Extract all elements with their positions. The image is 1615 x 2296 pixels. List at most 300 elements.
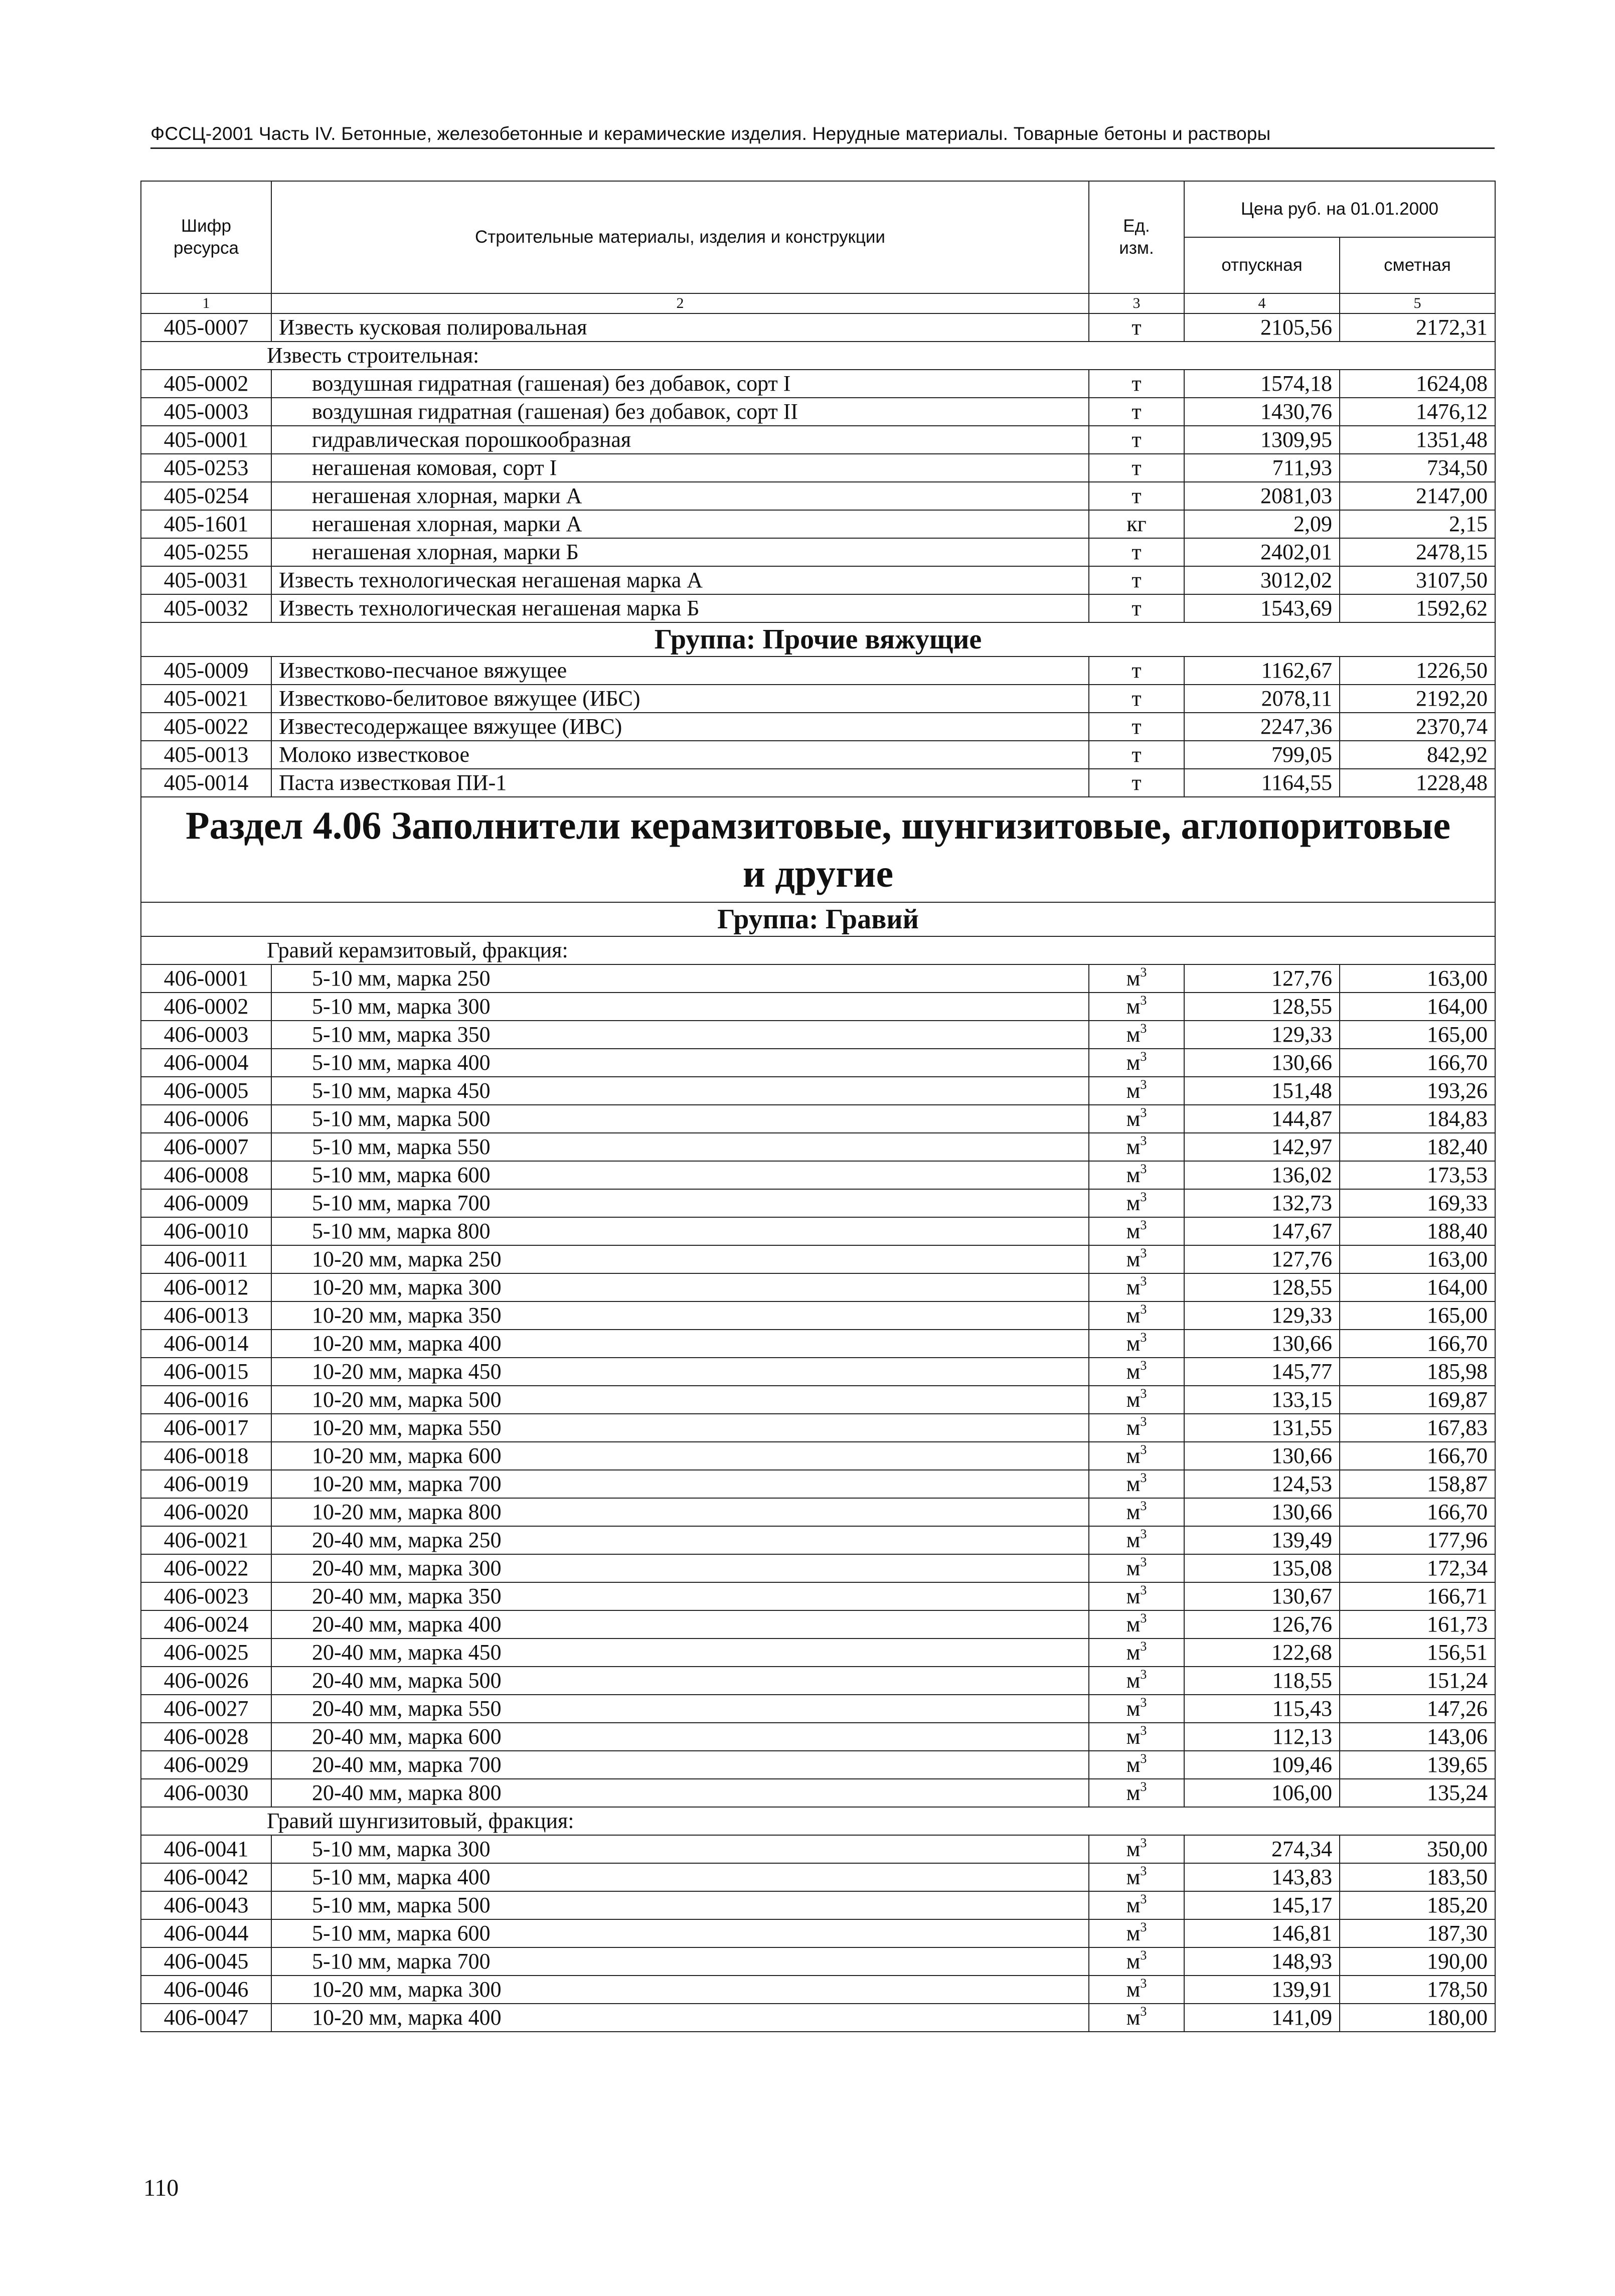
release-price: 141,09	[1184, 2004, 1340, 2032]
resource-code: 405-0013	[141, 741, 271, 769]
resource-code: 405-0253	[141, 454, 271, 482]
release-price: 2078,11	[1184, 685, 1340, 713]
estimate-price: 143,06	[1340, 1723, 1495, 1751]
unit-text: м	[1126, 1500, 1141, 1524]
table-row	[141, 313, 1495, 342]
resource-code: 406-0041	[141, 1835, 271, 1863]
unit-cell	[1089, 1442, 1184, 1470]
material-name: Известесодержащее вяжущее (ИВС)	[271, 713, 1089, 741]
unit-text: т	[1132, 686, 1142, 711]
unit-text: м	[1126, 1612, 1141, 1636]
release-price: 112,13	[1184, 1723, 1340, 1751]
release-price: 118,55	[1184, 1667, 1340, 1695]
unit-text: м	[1126, 1780, 1141, 1805]
unit-cell	[1089, 1470, 1184, 1498]
group-row	[141, 902, 1495, 936]
unit-exponent: 3	[1140, 1358, 1147, 1373]
unit-text: м	[1126, 1443, 1141, 1468]
unit-cell	[1089, 657, 1184, 685]
unit-exponent: 3	[1140, 1723, 1147, 1738]
unit-cell	[1089, 594, 1184, 622]
estimate-price: 166,70	[1340, 1498, 1495, 1526]
unit-text: м	[1126, 1219, 1141, 1243]
material-name: воздушная гидратная (гашеная) без добавок, сорт II	[271, 398, 1089, 426]
unit-cell	[1089, 1498, 1184, 1526]
resource-code: 406-0001	[141, 964, 271, 993]
estimate-price: 165,00	[1340, 1021, 1495, 1049]
unit-cell	[1089, 1105, 1184, 1133]
resource-code: 406-0013	[141, 1301, 271, 1330]
estimate-price: 842,92	[1340, 741, 1495, 769]
table-row	[141, 1779, 1495, 1807]
resource-code: 406-0016	[141, 1386, 271, 1414]
unit-exponent: 3	[1140, 993, 1147, 1008]
resource-code: 406-0026	[141, 1667, 271, 1695]
unit-cell	[1089, 1358, 1184, 1386]
header-estimate-price: сметная	[1340, 237, 1495, 293]
resource-code: 405-0021	[141, 685, 271, 713]
unit-text: м	[1126, 1359, 1141, 1384]
estimate-price: 166,70	[1340, 1330, 1495, 1358]
resource-code: 406-0019	[141, 1470, 271, 1498]
material-name: 10-20 мм, марка 300	[271, 1273, 1089, 1301]
unit-exponent: 3	[1140, 1864, 1147, 1878]
table-row	[141, 1077, 1495, 1105]
release-price: 2105,56	[1184, 313, 1340, 342]
material-name: 5-10 мм, марка 400	[271, 1863, 1089, 1891]
unit-text: т	[1132, 540, 1142, 564]
unit-text: м	[1126, 1275, 1141, 1299]
page-header: ФССЦ-2001 Часть IV. Бетонные, железобетонные и керамические изделия. Нерудные материалы. Товарные бетоны и растворы	[150, 123, 1495, 149]
unit-exponent: 3	[1140, 1779, 1147, 1794]
resource-code: 406-0044	[141, 1919, 271, 1947]
unit-text: м	[1126, 1584, 1141, 1608]
release-price: 151,48	[1184, 1077, 1340, 1105]
resource-code: 406-0014	[141, 1330, 271, 1358]
material-name: 5-10 мм, марка 700	[271, 1189, 1089, 1217]
unit-exponent: 3	[1140, 1667, 1147, 1682]
estimate-price: 1351,48	[1340, 426, 1495, 454]
resource-code: 406-0009	[141, 1189, 271, 1217]
resource-code: 406-0046	[141, 1976, 271, 2004]
resource-code: 405-0254	[141, 482, 271, 510]
resource-code: 406-0027	[141, 1695, 271, 1723]
header-price: Цена руб. на 01.01.2000	[1184, 181, 1495, 237]
unit-text: м	[1126, 1331, 1141, 1356]
resource-code: 405-0007	[141, 313, 271, 342]
material-name: Известь технологическая негашеная марка Б	[271, 594, 1089, 622]
material-name: 20-40 мм, марка 350	[271, 1582, 1089, 1610]
resource-code: 406-0004	[141, 1049, 271, 1077]
estimate-price: 166,70	[1340, 1442, 1495, 1470]
material-name: 20-40 мм, марка 300	[271, 1554, 1089, 1582]
unit-text: м	[1126, 1191, 1141, 1215]
unit-text: т	[1132, 658, 1142, 683]
estimate-price: 165,00	[1340, 1301, 1495, 1330]
table-row	[141, 741, 1495, 769]
resource-code: 406-0043	[141, 1891, 271, 1919]
release-price: 146,81	[1184, 1919, 1340, 1947]
material-name: 5-10 мм, марка 700	[271, 1947, 1089, 1976]
estimate-price: 2172,31	[1340, 313, 1495, 342]
table-row	[141, 1919, 1495, 1947]
column-number: 5	[1340, 293, 1495, 313]
resource-code: 405-0014	[141, 769, 271, 797]
table-row	[141, 1330, 1495, 1358]
table-row	[141, 1442, 1495, 1470]
estimate-price: 167,83	[1340, 1414, 1495, 1442]
unit-exponent: 3	[1140, 1049, 1147, 1064]
release-price: 135,08	[1184, 1554, 1340, 1582]
resource-code: 406-0018	[141, 1442, 271, 1470]
unit-exponent: 3	[1140, 1583, 1147, 1597]
unit-cell	[1089, 538, 1184, 566]
release-price: 144,87	[1184, 1105, 1340, 1133]
material-name: 5-10 мм, марка 400	[271, 1049, 1089, 1077]
material-name: 5-10 мм, марка 450	[271, 1077, 1089, 1105]
unit-cell	[1089, 1245, 1184, 1273]
table-row	[141, 1976, 1495, 2004]
table-row	[141, 1189, 1495, 1217]
table-row	[141, 594, 1495, 622]
release-price: 129,33	[1184, 1021, 1340, 1049]
column-number: 3	[1089, 293, 1184, 313]
estimate-price: 3107,50	[1340, 566, 1495, 594]
material-name: гидравлическая порошкообразная	[271, 426, 1089, 454]
table-row	[141, 1751, 1495, 1779]
unit-exponent: 3	[1140, 1218, 1147, 1232]
material-name: 20-40 мм, марка 550	[271, 1695, 1089, 1723]
unit-cell	[1089, 1695, 1184, 1723]
resource-code: 406-0023	[141, 1582, 271, 1610]
release-price: 130,67	[1184, 1582, 1340, 1610]
estimate-price: 1226,50	[1340, 657, 1495, 685]
unit-text: м	[1126, 1387, 1141, 1412]
material-name: 20-40 мм, марка 450	[271, 1638, 1089, 1667]
table-row	[141, 993, 1495, 1021]
table-row	[141, 1414, 1495, 1442]
estimate-price: 166,70	[1340, 1049, 1495, 1077]
unit-cell	[1089, 1638, 1184, 1667]
material-name: 20-40 мм, марка 500	[271, 1667, 1089, 1695]
unit-exponent: 3	[1140, 1386, 1147, 1401]
material-name: 20-40 мм, марка 250	[271, 1526, 1089, 1554]
unit-cell	[1089, 426, 1184, 454]
unit-cell	[1089, 1189, 1184, 1217]
release-price: 124,53	[1184, 1470, 1340, 1498]
release-price: 128,55	[1184, 1273, 1340, 1301]
release-price: 127,76	[1184, 1245, 1340, 1273]
table-row	[141, 482, 1495, 510]
release-price: 1574,18	[1184, 370, 1340, 398]
release-price: 274,34	[1184, 1835, 1340, 1863]
material-name: 5-10 мм, марка 350	[271, 1021, 1089, 1049]
unit-cell	[1089, 993, 1184, 1021]
table-row	[141, 1217, 1495, 1245]
release-price: 2,09	[1184, 510, 1340, 538]
unit-text: м	[1126, 966, 1141, 991]
material-name: 5-10 мм, марка 550	[271, 1133, 1089, 1161]
table-body	[141, 313, 1495, 2032]
material-name: 10-20 мм, марка 350	[271, 1301, 1089, 1330]
table-row	[141, 685, 1495, 713]
estimate-price: 172,34	[1340, 1554, 1495, 1582]
unit-text: м	[1126, 1696, 1141, 1721]
estimate-price: 1476,12	[1340, 398, 1495, 426]
unit-exponent: 3	[1140, 1920, 1147, 1934]
estimate-price: 147,26	[1340, 1695, 1495, 1723]
unit-exponent: 3	[1140, 1021, 1147, 1036]
resource-code: 406-0005	[141, 1077, 271, 1105]
estimate-price: 161,73	[1340, 1610, 1495, 1638]
estimate-price: 2478,15	[1340, 538, 1495, 566]
unit-cell	[1089, 1919, 1184, 1947]
unit-text: т	[1132, 371, 1142, 396]
material-name: 10-20 мм, марка 400	[271, 2004, 1089, 2032]
release-price: 3012,02	[1184, 566, 1340, 594]
release-price: 132,73	[1184, 1189, 1340, 1217]
estimate-price: 178,50	[1340, 1976, 1495, 2004]
unit-cell	[1089, 1891, 1184, 1919]
unit-cell	[1089, 1273, 1184, 1301]
estimate-price: 1624,08	[1340, 370, 1495, 398]
unit-cell	[1089, 510, 1184, 538]
unit-text: м	[1126, 1528, 1141, 1552]
release-price: 799,05	[1184, 741, 1340, 769]
table-row	[141, 1049, 1495, 1077]
unit-exponent: 3	[1140, 1330, 1147, 1345]
release-price: 139,49	[1184, 1526, 1340, 1554]
estimate-price: 173,53	[1340, 1161, 1495, 1189]
unit-text: т	[1132, 770, 1142, 795]
resource-code: 406-0047	[141, 2004, 271, 2032]
subheader-row	[141, 342, 1495, 370]
table-row	[141, 1358, 1495, 1386]
unit-cell	[1089, 769, 1184, 797]
unit-text: т	[1132, 742, 1142, 767]
material-name: 10-20 мм, марка 800	[271, 1498, 1089, 1526]
unit-cell	[1089, 370, 1184, 398]
table-row	[141, 1667, 1495, 1695]
unit-cell	[1089, 1610, 1184, 1638]
unit-cell	[1089, 1077, 1184, 1105]
estimate-price: 139,65	[1340, 1751, 1495, 1779]
unit-cell	[1089, 1049, 1184, 1077]
page-number: 110	[143, 2175, 179, 2201]
material-name: 5-10 мм, марка 500	[271, 1105, 1089, 1133]
unit-text: м	[1126, 1668, 1141, 1693]
unit-text: м	[1126, 1949, 1141, 1974]
estimate-price: 163,00	[1340, 1245, 1495, 1273]
resource-code: 406-0021	[141, 1526, 271, 1554]
resource-code: 406-0010	[141, 1217, 271, 1245]
estimate-price: 185,20	[1340, 1891, 1495, 1919]
unit-text: кг	[1126, 512, 1147, 536]
unit-text: м	[1126, 1303, 1141, 1328]
unit-text: м	[1126, 1921, 1141, 1945]
unit-text: м	[1126, 1865, 1141, 1889]
table-row	[141, 1245, 1495, 1273]
table-row	[141, 1835, 1495, 1863]
release-price: 145,77	[1184, 1358, 1340, 1386]
release-price: 122,68	[1184, 1638, 1340, 1667]
unit-cell	[1089, 2004, 1184, 2032]
unit-exponent: 3	[1140, 1527, 1147, 1541]
estimate-price: 156,51	[1340, 1638, 1495, 1667]
estimate-price: 180,00	[1340, 2004, 1495, 2032]
unit-text: м	[1126, 1247, 1141, 1271]
resource-code: 406-0045	[141, 1947, 271, 1976]
table-row	[141, 454, 1495, 482]
unit-cell	[1089, 1582, 1184, 1610]
price-table	[140, 181, 1496, 2032]
resource-code: 406-0022	[141, 1554, 271, 1582]
unit-exponent: 3	[1140, 1948, 1147, 1962]
resource-code: 405-0001	[141, 426, 271, 454]
resource-code: 406-0008	[141, 1161, 271, 1189]
estimate-price: 2,15	[1340, 510, 1495, 538]
unit-cell	[1089, 1976, 1184, 2004]
release-price: 2081,03	[1184, 482, 1340, 510]
table-row	[141, 1554, 1495, 1582]
release-price: 1543,69	[1184, 594, 1340, 622]
release-price: 106,00	[1184, 1779, 1340, 1807]
unit-cell	[1089, 685, 1184, 713]
table-row	[141, 1947, 1495, 1976]
release-price: 130,66	[1184, 1330, 1340, 1358]
resource-code: 406-0011	[141, 1245, 271, 1273]
subheader-row	[141, 1807, 1495, 1835]
unit-text: м	[1126, 1837, 1141, 1861]
resource-code: 406-0007	[141, 1133, 271, 1161]
material-name: Молоко известковое	[271, 741, 1089, 769]
material-name: 10-20 мм, марка 550	[271, 1414, 1089, 1442]
estimate-price: 169,33	[1340, 1189, 1495, 1217]
estimate-price: 190,00	[1340, 1947, 1495, 1976]
material-name: 20-40 мм, марка 700	[271, 1751, 1089, 1779]
material-name: 10-20 мм, марка 500	[271, 1386, 1089, 1414]
header-release-price: отпускная	[1184, 237, 1340, 293]
release-price: 127,76	[1184, 964, 1340, 993]
unit-text: м	[1126, 1752, 1141, 1777]
release-price: 142,97	[1184, 1133, 1340, 1161]
unit-exponent: 3	[1140, 1414, 1147, 1429]
table-row	[141, 2004, 1495, 2032]
table-row	[141, 1386, 1495, 1414]
material-name: 5-10 мм, марка 800	[271, 1217, 1089, 1245]
estimate-price: 1228,48	[1340, 769, 1495, 797]
estimate-price: 166,71	[1340, 1582, 1495, 1610]
material-name: 10-20 мм, марка 300	[271, 1976, 1089, 2004]
estimate-price: 2370,74	[1340, 713, 1495, 741]
release-price: 1164,55	[1184, 769, 1340, 797]
table-row	[141, 1582, 1495, 1610]
unit-text: м	[1126, 1050, 1141, 1075]
unit-exponent: 3	[1140, 1695, 1147, 1710]
estimate-price: 169,87	[1340, 1386, 1495, 1414]
material-name: 10-20 мм, марка 600	[271, 1442, 1089, 1470]
estimate-price: 151,24	[1340, 1667, 1495, 1695]
header-unit: Ед. изм.	[1089, 181, 1184, 293]
unit-text: т	[1132, 315, 1142, 340]
unit-cell	[1089, 1133, 1184, 1161]
subheader-title: Гравий керамзитовый, фракция:	[141, 936, 1495, 964]
material-name: Известь кусковая полировальная	[271, 313, 1089, 342]
resource-code: 406-0025	[141, 1638, 271, 1667]
unit-text: м	[1126, 1977, 1141, 2002]
unit-cell	[1089, 1301, 1184, 1330]
release-price: 130,66	[1184, 1498, 1340, 1526]
release-price: 129,33	[1184, 1301, 1340, 1330]
resource-code: 405-0031	[141, 566, 271, 594]
resource-code: 406-0029	[141, 1751, 271, 1779]
release-price: 131,55	[1184, 1414, 1340, 1442]
resource-code: 406-0015	[141, 1358, 271, 1386]
resource-code: 406-0006	[141, 1105, 271, 1133]
release-price: 148,93	[1184, 1947, 1340, 1976]
resource-code: 405-0003	[141, 398, 271, 426]
unit-cell	[1089, 1386, 1184, 1414]
subheader-title: Известь строительная:	[141, 342, 1495, 370]
resource-code: 406-0042	[141, 1863, 271, 1891]
material-name: 5-10 мм, марка 300	[271, 993, 1089, 1021]
table-row	[141, 713, 1495, 741]
table-row	[141, 657, 1495, 685]
table-row	[141, 1161, 1495, 1189]
section-row	[141, 797, 1495, 902]
unit-cell	[1089, 1751, 1184, 1779]
release-price: 1430,76	[1184, 398, 1340, 426]
unit-text: т	[1132, 568, 1142, 592]
resource-code: 405-0032	[141, 594, 271, 622]
table-row	[141, 510, 1495, 538]
material-name: 5-10 мм, марка 300	[271, 1835, 1089, 1863]
estimate-price: 187,30	[1340, 1919, 1495, 1947]
resource-code: 406-0030	[141, 1779, 271, 1807]
material-name: негашеная хлорная, марки А	[271, 510, 1089, 538]
material-name: Известь технологическая негашеная марка А	[271, 566, 1089, 594]
estimate-price: 185,98	[1340, 1358, 1495, 1386]
material-name: 10-20 мм, марка 400	[271, 1330, 1089, 1358]
material-name: 5-10 мм, марка 500	[271, 1891, 1089, 1919]
unit-exponent: 3	[1140, 1555, 1147, 1569]
estimate-price: 734,50	[1340, 454, 1495, 482]
estimate-price: 1592,62	[1340, 594, 1495, 622]
group-row	[141, 622, 1495, 657]
table-row	[141, 1695, 1495, 1723]
table-row	[141, 1526, 1495, 1554]
material-name: 10-20 мм, марка 700	[271, 1470, 1089, 1498]
table-row	[141, 1863, 1495, 1891]
estimate-price: 164,00	[1340, 1273, 1495, 1301]
unit-text: м	[1126, 1022, 1141, 1047]
table-row	[141, 1133, 1495, 1161]
unit-cell	[1089, 1330, 1184, 1358]
table-row	[141, 1723, 1495, 1751]
release-price: 145,17	[1184, 1891, 1340, 1919]
unit-exponent: 3	[1140, 1611, 1147, 1625]
release-price: 109,46	[1184, 1751, 1340, 1779]
table-row	[141, 370, 1495, 398]
unit-exponent: 3	[1140, 1077, 1147, 1092]
unit-exponent: 3	[1140, 1133, 1147, 1148]
unit-cell	[1089, 566, 1184, 594]
unit-cell	[1089, 454, 1184, 482]
unit-cell	[1089, 1835, 1184, 1863]
table-row	[141, 398, 1495, 426]
unit-cell	[1089, 398, 1184, 426]
header-name: Строительные материалы, изделия и конструкции	[271, 181, 1089, 293]
